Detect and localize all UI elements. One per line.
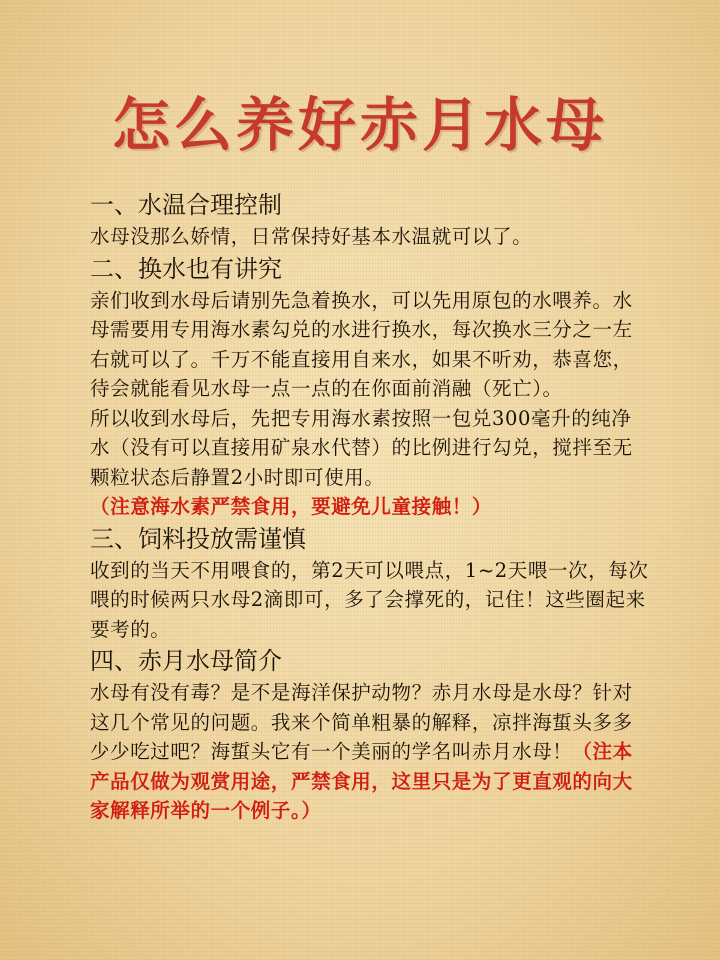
section-2-warning: （注意海水素严禁食用，要避免儿童接触！） [90, 495, 493, 518]
section-4-warning: （注本产品仅做为观赏用途，严禁食用，这里只是为了更直观的向大家解释所举的一个例子。） [90, 740, 633, 822]
section-4-heading: 四、赤月水母简介 [90, 647, 282, 675]
section-4-text [90, 678, 650, 826]
section-2-text-2: 所以收到水母后，先把专用海水素按照一包兑300毫升的纯净水（没有可以直接用矿泉水代替）的比例进行勾兑，搅拌至无颗粒状态后静置2小时即可使用。 [90, 406, 633, 489]
section-4-body: 水母有没有毒？是不是海洋保护动物？赤月水母是水母？针对这几个常见的问题。我来个简单粗暴的解释，凉拌海蜇头多多少少吃过吧？海蜇头它有一个美丽的学名叫赤月水母！ [90, 681, 633, 763]
section-1-heading: 一、水温合理控制 [90, 191, 282, 219]
content [90, 188, 650, 826]
section-3-text: 收到的当天不用喂食的，第2天可以喂点，1~2天喂一次，每次喂的时候两只水母2滴即可，多了会撑死的，记住！这些圈起来要考的。 [90, 558, 649, 641]
page-title: 怎么养好赤月水母 [111, 91, 608, 159]
section-2-heading: 二、换水也有讲究 [90, 254, 282, 283]
section-3-heading: 三、饲料投放需谨慎 [90, 524, 306, 553]
section-1-text: 水母没那么娇情，日常保持好基本水温就可以了。 [90, 225, 533, 248]
section-2-text-1: 亲们收到水母后请别先急着换水，可以先用原包的水喂养。水母需要用专用海水素勾兑的水进行换水，每次换水三分之一左右就可以了。千万不能直接用自来水，如果不听劝，恭喜您，待会就能看见水母一点一点的在你面前消融（死亡）。 [90, 288, 633, 400]
